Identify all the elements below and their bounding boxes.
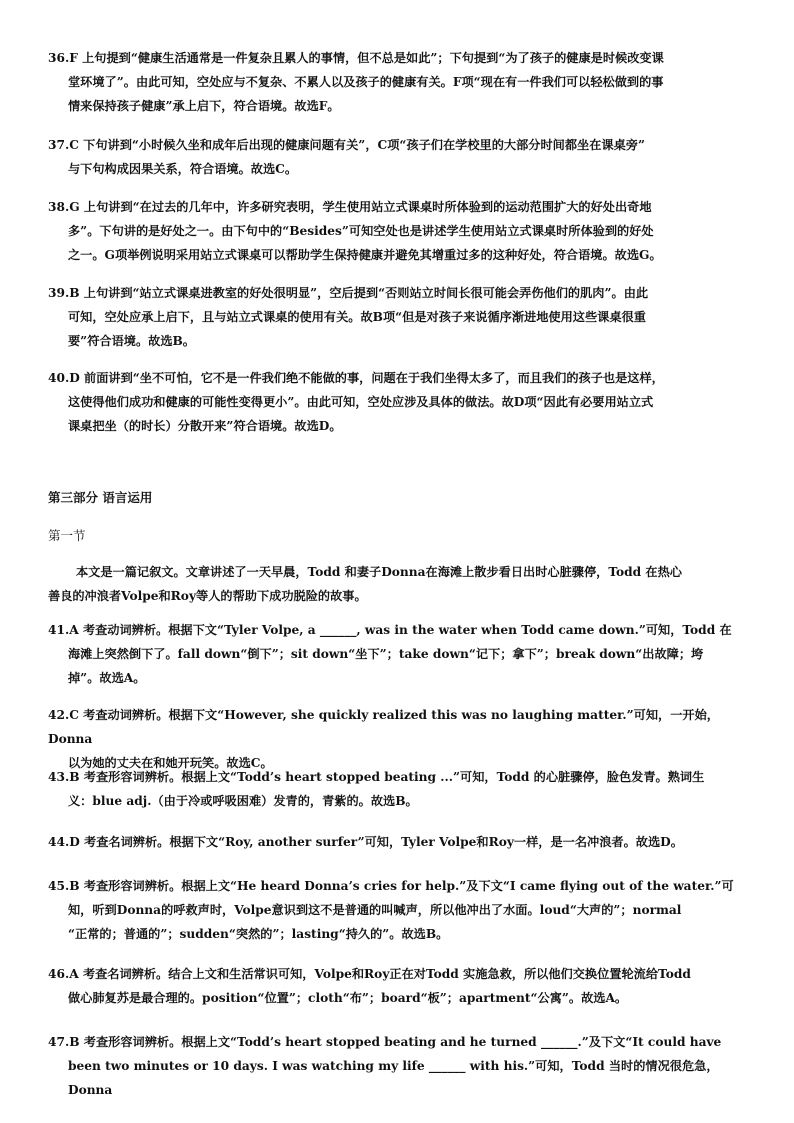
answer-item-46: 46.A 考查名词辨析。结合上文和生活常识可知，Volpe和Roy正在对Todd 实施急救，所以他们交换位置轮流给Todd 做心肺复苏是最合理的。position“位置”；cloth“布”；board“板”；apartment“公寓”。故选A。 [48,967,691,1005]
answer-item-40: 40.D 前面讲到“坐不可怕，它不是一件我们绝不能做的事，问题在于我们坐得太多了，而且我们的孩子也是这样， 这使得他们成功和健康的可能性变得更小”。由此可知，空处应涉及具体的做法。故D项“因此有必要用站立式 课桌把坐（的时长）分散开来”符合语境。故选D。 [48,371,664,433]
section-title: 第三部分 语言运用 [48,490,153,505]
answer-item-42: 42.C 考查动词辨析。根据下文“However, she quickly realized this was no laughing matter.”可知，一开始，Donna 以为她的丈夫在和她开玩笑。故选C。 [48,708,719,770]
answer-item-43: 43.B 考查形容词辨析。根据上文“Todd’s heart stopped beating ...”可知，Todd 的心脏骤停，脸色发青。熟词生 义：blue adj.（由于冷或呼吸困难）发青的，青紫的。故选B。 [48,770,705,808]
answer-item-47: 47.B 考查形容词辨析。根据上文“Todd’s heart stopped beating and he turned ______.”及下文“It could have been two minutes or 10 days. I was watching my life ______ with his.”可知，Todd 当时的情况很危急，Donna [48,1035,722,1097]
answer-item-38: 38.G 上句讲到“在过去的几年中，许多研究表明，学生使用站立式课桌时所体验到的运动范围扩大的好处出奇地 多”。下句讲的是好处之一。由下句中的“Besides”可知空处也是讲述学生使用站立式课桌时所体验到的好处 之一。G项举例说明采用站立式课桌可以帮助学生保持健康并避免其增重过多的这种好处，符合语境。故选G。 [48,200,662,262]
subsection-title: 第一节 [48,528,86,543]
answer-item-39: 39.B 上句讲到“站立式课桌进教室的好处很明显”，空后提到“否则站立时间长很可能会弄伤他们的肌肉”。由此 可知，空处应承上启下，且与站立式课桌的使用有关。故B项“但是对孩子来说循序渐进地使用这些课桌很重 要”符合语境。故选B。 [48,286,649,348]
answer-item-36: 36.F 上句提到“健康生活通常是一件复杂且累人的事情，但不总是如此”；下句提到“为了孩子的健康是时候改变课 堂环境了”。由此可知，空处应与不复杂、不累人以及孩子的健康有关。F项“现在有一件我们可以轻松做到的事 情来保持孩子健康”承上启下，符合语境。故选F。 [48,51,664,113]
answer-item-41: 41.A 考查动词辨析。根据下文“Tyler Volpe, a ______, was in the water when Todd came down.”可知，Todd 在 海滩上突然倒下了。fall down“倒下”；sit down“坐下”；take down“记下；拿下”；break down“出故障；垮 掉”。故选A。 [48,623,732,685]
intro-paragraph: 本文是一篇记叙文。文章讲述了一天早晨，Todd 和妻子Donna在海滩上散步看日出时心脏骤停，Todd 在热心 善良的冲浪者Volpe和Roy等人的帮助下成功脱险的故事。 [48,565,682,603]
answer-item-44: 44.D 考查名词辨析。根据下文“Roy, another surfer”可知，Tyler Volpe和Roy一样，是一名冲浪者。故选D。 [48,835,683,849]
answer-item-45: 45.B 考查形容词辨析。根据上文“He heard Donna’s cries for help.”及下文“I came flying out of the water.”可 知，听到Donna的呼救声时，Volpe意识到这不是普通的叫喊声，所以他冲出了水面。loud“大声的”；normal “正常的；普通的”；sudden“突然的”；lasting“持久的”。故选B。 [48,879,734,941]
answer-item-37: 37.C 下句讲到“小时候久坐和成年后出现的健康问题有关”，C项“孩子们在学校里的大部分时间都坐在课桌旁” 与下句构成因果关系，符合语境。故选C。 [48,138,645,176]
